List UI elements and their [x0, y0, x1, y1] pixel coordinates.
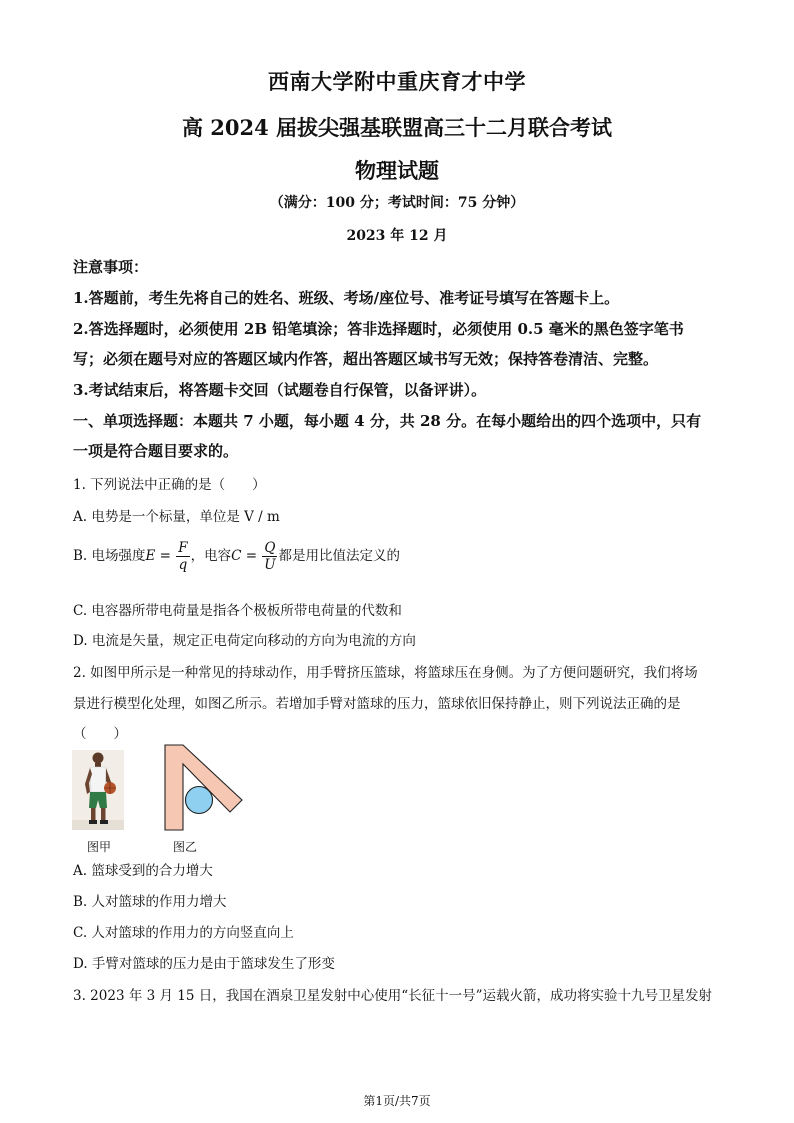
- exam-title: 高 2024 届拔尖强基联盟高三十二月联合考试: [181, 115, 613, 140]
- q1-option-b: [73, 540, 400, 573]
- fraction-numerator: F: [178, 540, 188, 556]
- q1-b-prefix: B. 电场强度: [73, 548, 146, 564]
- note-item-1: 1.答题前，考生先将自己的姓名、班级、考场/座位号、准考证号填写在答题卡上。: [73, 289, 620, 307]
- notes-title: 注意事项：: [73, 258, 149, 276]
- q1-option-c: C. 电容器所带电荷量是指各个极板所带电荷量的代数和: [73, 603, 402, 619]
- school-title: 西南大学附中重庆育才中学: [268, 69, 526, 94]
- q1-b-suffix: 都是用比值法定义的: [278, 548, 400, 564]
- figure-1-caption: 图甲: [87, 840, 112, 854]
- q2-option-b: B. 人对篮球的作用力增大: [73, 894, 227, 910]
- fraction-q-over-u: [262, 540, 277, 573]
- note-item-3: 3.考试结束后，将答题卡交回（试题卷自行保管，以备评讲）。: [73, 381, 487, 399]
- q1-b-middle: ，电容: [190, 548, 232, 564]
- q2-option-a: A. 篮球受到的合力增大: [73, 863, 213, 879]
- section-heading-line1: 一、单项选择题：本题共 7 小题，每小题 4 分，共 28 分。在每小题给出的四个选项中，只有: [73, 412, 702, 430]
- figure-arm-ball-model: [162, 742, 248, 834]
- q1-stem: 1. 下列说法中正确的是（ ）: [73, 477, 266, 493]
- exam-date: 2023 年 12 月: [346, 228, 448, 244]
- figure-2-caption: 图乙: [173, 840, 198, 854]
- q1-b-symbol-e: E: [145, 548, 156, 564]
- q2-option-c: C. 人对篮球的作用力的方向竖直向上: [73, 925, 294, 941]
- q1-option-d: D. 电流是矢量，规定正电荷定向移动的方向为电流的方向: [73, 633, 416, 649]
- q1-b-symbol-c: C: [231, 548, 242, 564]
- fraction-numerator: Q: [264, 540, 276, 556]
- q2-option-d: D. 手臂对篮球的压力是由于篮球发生了形变: [73, 956, 335, 972]
- note-item-2-line2: 写；必须在题号对应的答题区域内作答，超出答题区域书写无效；保持答卷清洁、完整。: [73, 350, 659, 368]
- subject-title: 物理试题: [355, 158, 439, 183]
- q2-stem-line2: 景进行模型化处理，如图乙所示。若增加手臂对篮球的压力，篮球依旧保持静止，则下列说法正确的是: [73, 696, 681, 712]
- q2-stem-line3: （ ）: [73, 726, 127, 742]
- fraction-denominator: U: [264, 557, 276, 573]
- q1-b-equals-1: =: [155, 548, 176, 564]
- page-number: 第1页/共7页: [363, 1094, 431, 1108]
- exam-info: （满分：100 分；考试时间：75 分钟）: [269, 195, 525, 211]
- q1-b-equals-2: =: [241, 548, 262, 564]
- section-heading-line2: 一项是符合题目要求的。: [73, 442, 239, 460]
- note-item-2-line1: 2.答选择题时，必须使用 2B 铅笔填涂；答非选择题时，必须使用 0.5 毫米的黑色签字笔书: [73, 320, 684, 338]
- q3-stem-line1: 3. 2023 年 3 月 15 日，我国在酒泉卫星发射中心使用“长征十一号”运载火箭，成功将实验十九号卫星发射: [73, 988, 713, 1004]
- fraction-denominator: q: [178, 557, 188, 573]
- figure-person-holding-basketball: [72, 750, 124, 830]
- q1-option-a: A. 电势是一个标量，单位是 V / m: [73, 509, 280, 525]
- fraction-f-over-q: [176, 540, 189, 573]
- q2-stem-line1: 2. 如图甲所示是一种常见的持球动作，用手臂挤压篮球，将篮球压在身侧。为了方便问题研究，我们将场: [73, 665, 698, 681]
